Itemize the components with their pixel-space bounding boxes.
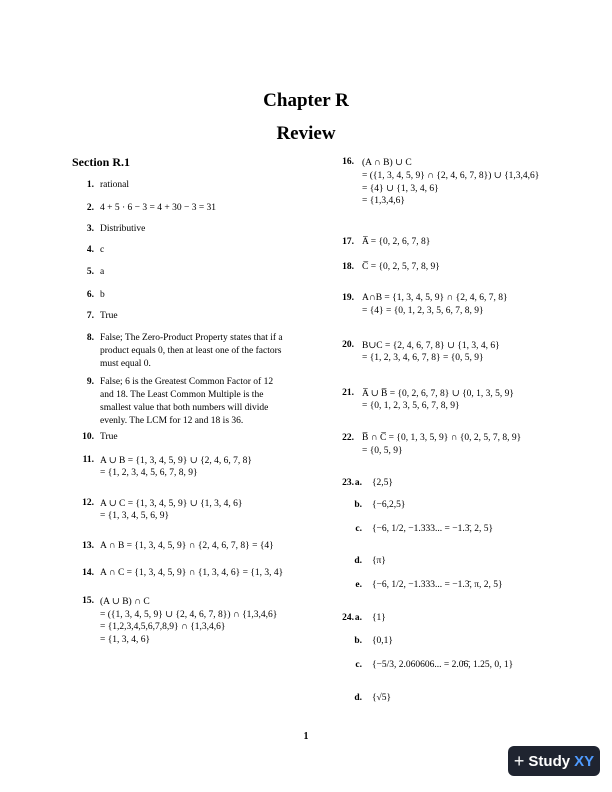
brand-prefix: Study: [528, 752, 571, 770]
answer-line: = {0, 5, 9}: [362, 446, 403, 456]
sub-item-letter: a.: [354, 478, 362, 488]
answer-line: Distributive: [100, 224, 146, 234]
answer-line: = ({1, 3, 4, 5, 9} ∪ {2, 4, 6, 7, 8}) ∩ {1,3,4,6}: [100, 610, 278, 620]
sub-item-letter: a.: [354, 613, 362, 623]
item-number: 23.: [342, 478, 354, 488]
answer-line: must equal 0.: [100, 359, 151, 369]
answer-line: A ∪ C = {1, 3, 4, 5, 9} ∪ {1, 3, 4, 6}: [100, 499, 243, 509]
item-number: 9.: [86, 377, 94, 387]
item-number: 2.: [86, 203, 94, 213]
answer-line: = {4} = {0, 1, 2, 3, 5, 6, 7, 8, 9}: [362, 306, 484, 316]
item-number: 16.: [342, 157, 354, 167]
sub-item-letter: d.: [354, 693, 362, 703]
answer-line: smallest value that both numbers will divide: [100, 403, 269, 413]
answer-line: C̅ = {0, 2, 5, 7, 8, 9}: [362, 262, 440, 272]
answer-line: product equals 0, then at least one of the factors: [100, 346, 282, 356]
answer-line: {√5}: [372, 693, 392, 703]
answer-line: A ∩ C = {1, 3, 4, 5, 9} ∩ {1, 3, 4, 6} = {1, 3, 4}: [100, 568, 284, 578]
answer-line: and 18. The Least Common Multiple is the: [100, 390, 264, 400]
answer-line: = {1, 2, 3, 4, 6, 7, 8} = {0, 5, 9}: [362, 353, 484, 363]
sub-item-letter: b.: [354, 636, 362, 646]
answer-line: evenly. The LCM for 12 and 18 is 36.: [100, 416, 244, 426]
answer-line: rational: [100, 180, 130, 190]
answer-line: False; 6 is the Greatest Common Factor of 12: [100, 377, 274, 387]
item-number: 19.: [342, 293, 354, 303]
item-number: 7.: [86, 311, 94, 321]
item-number: 12.: [82, 498, 94, 508]
studyxy-badge[interactable]: [508, 746, 600, 776]
plus-icon: +: [513, 750, 525, 771]
answer-line: B̅ ∩ C̅ = {0, 1, 3, 5, 9} ∩ {0, 2, 5, 7, 8, 9}: [362, 433, 522, 443]
sub-item-letter: c.: [355, 660, 362, 670]
sub-item-letter: e.: [355, 580, 362, 590]
answer-line: b: [100, 290, 105, 300]
answer-line: = {1, 2, 3, 4, 5, 6, 7, 8, 9}: [100, 468, 198, 478]
answer-line: (A ∪ B) ∩ C: [100, 597, 150, 607]
item-number: 4.: [86, 245, 94, 255]
answer-line: a: [100, 267, 105, 277]
answer-line: c: [100, 245, 105, 255]
item-number: 8.: [86, 333, 94, 343]
item-number: 20.: [342, 340, 354, 350]
answer-line: {0,1}: [372, 636, 393, 646]
sub-item-letter: c.: [355, 524, 362, 534]
answer-line: {−6,2,5}: [372, 500, 406, 510]
answer-line: True: [100, 311, 118, 321]
item-number: 22.: [342, 433, 354, 443]
answer-line: False; The Zero-Product Property states that if a: [100, 333, 283, 343]
item-number: 21.: [342, 388, 354, 398]
answer-line: A̅ = {0, 2, 6, 7, 8}: [362, 237, 431, 247]
item-number: 24.: [342, 613, 354, 623]
item-number: 3.: [86, 224, 94, 234]
item-number: 17.: [342, 237, 354, 247]
answer-line: = {1, 3, 4, 6}: [100, 635, 151, 645]
answer-line: {1}: [372, 613, 386, 623]
answer-line: = ({1, 3, 4, 5, 9} ∩ {2, 4, 6, 7, 8}) ∪ {1,3,4,6}: [362, 171, 540, 181]
answer-line: = {0, 1, 2, 3, 5, 6, 7, 8, 9}: [362, 401, 460, 411]
item-number: 5.: [86, 267, 94, 277]
answer-line: (A ∩ B) ∪ C: [362, 158, 412, 168]
item-number: 14.: [82, 568, 94, 578]
item-number: 10.: [82, 432, 94, 442]
review-title: Review: [276, 123, 336, 144]
answer-line: = {1,3,4,6}: [362, 196, 405, 206]
answer-line: = {4} ∪ {1, 3, 4, 6}: [362, 184, 439, 194]
answer-line: 4 + 5 · 6 − 3 = 4 + 30 − 3 = 31: [100, 203, 217, 213]
answer-line: A∩B = {1, 3, 4, 5, 9} ∩ {2, 4, 6, 7, 8}: [362, 293, 508, 303]
answer-line: True: [100, 432, 118, 442]
sub-item-letter: b.: [354, 500, 362, 510]
answer-line: A ∩ B = {1, 3, 4, 5, 9} ∩ {2, 4, 6, 7, 8} = {4}: [100, 541, 274, 551]
answer-line: A ∪ B = {1, 3, 4, 5, 9} ∪ {2, 4, 6, 7, 8}: [100, 456, 252, 466]
section-title: Section R.1: [72, 155, 130, 169]
answer-line: {−5/3, 2.060606... = 2.0̄6̄, 1.25, 0, 1}: [372, 660, 514, 670]
item-number: 1.: [86, 180, 94, 190]
answer-line: = {1,2,3,4,5,6,7,8,9} ∩ {1,3,4,6}: [100, 622, 226, 632]
item-number: 13.: [82, 541, 94, 551]
answer-line: B∪C = {2, 4, 6, 7, 8} ∪ {1, 3, 4, 6}: [362, 341, 500, 351]
page-number: 1: [303, 731, 309, 742]
answer-line: {−6, 1/2, −1.333... = −1.3̄, 2, 5}: [372, 524, 494, 534]
item-number: 15.: [82, 596, 94, 606]
sub-item-letter: d.: [354, 556, 362, 566]
brand-suffix: XY: [574, 752, 595, 770]
answer-line: A̅ ∪ B̅ = {0, 2, 6, 7, 8} ∪ {0, 1, 3, 5, 9}: [362, 389, 514, 399]
answer-line: {−6, 1/2, −1.333... = −1.3̄, π, 2, 5}: [372, 580, 503, 590]
item-number: 6.: [86, 290, 94, 300]
item-number: 11.: [82, 455, 94, 465]
answer-line: {2,5}: [372, 478, 393, 488]
item-number: 18.: [342, 262, 354, 272]
chapter-title: Chapter R: [263, 90, 349, 111]
answer-line: = {1, 3, 4, 5, 6, 9}: [100, 511, 170, 521]
answer-line: {π}: [372, 556, 386, 566]
